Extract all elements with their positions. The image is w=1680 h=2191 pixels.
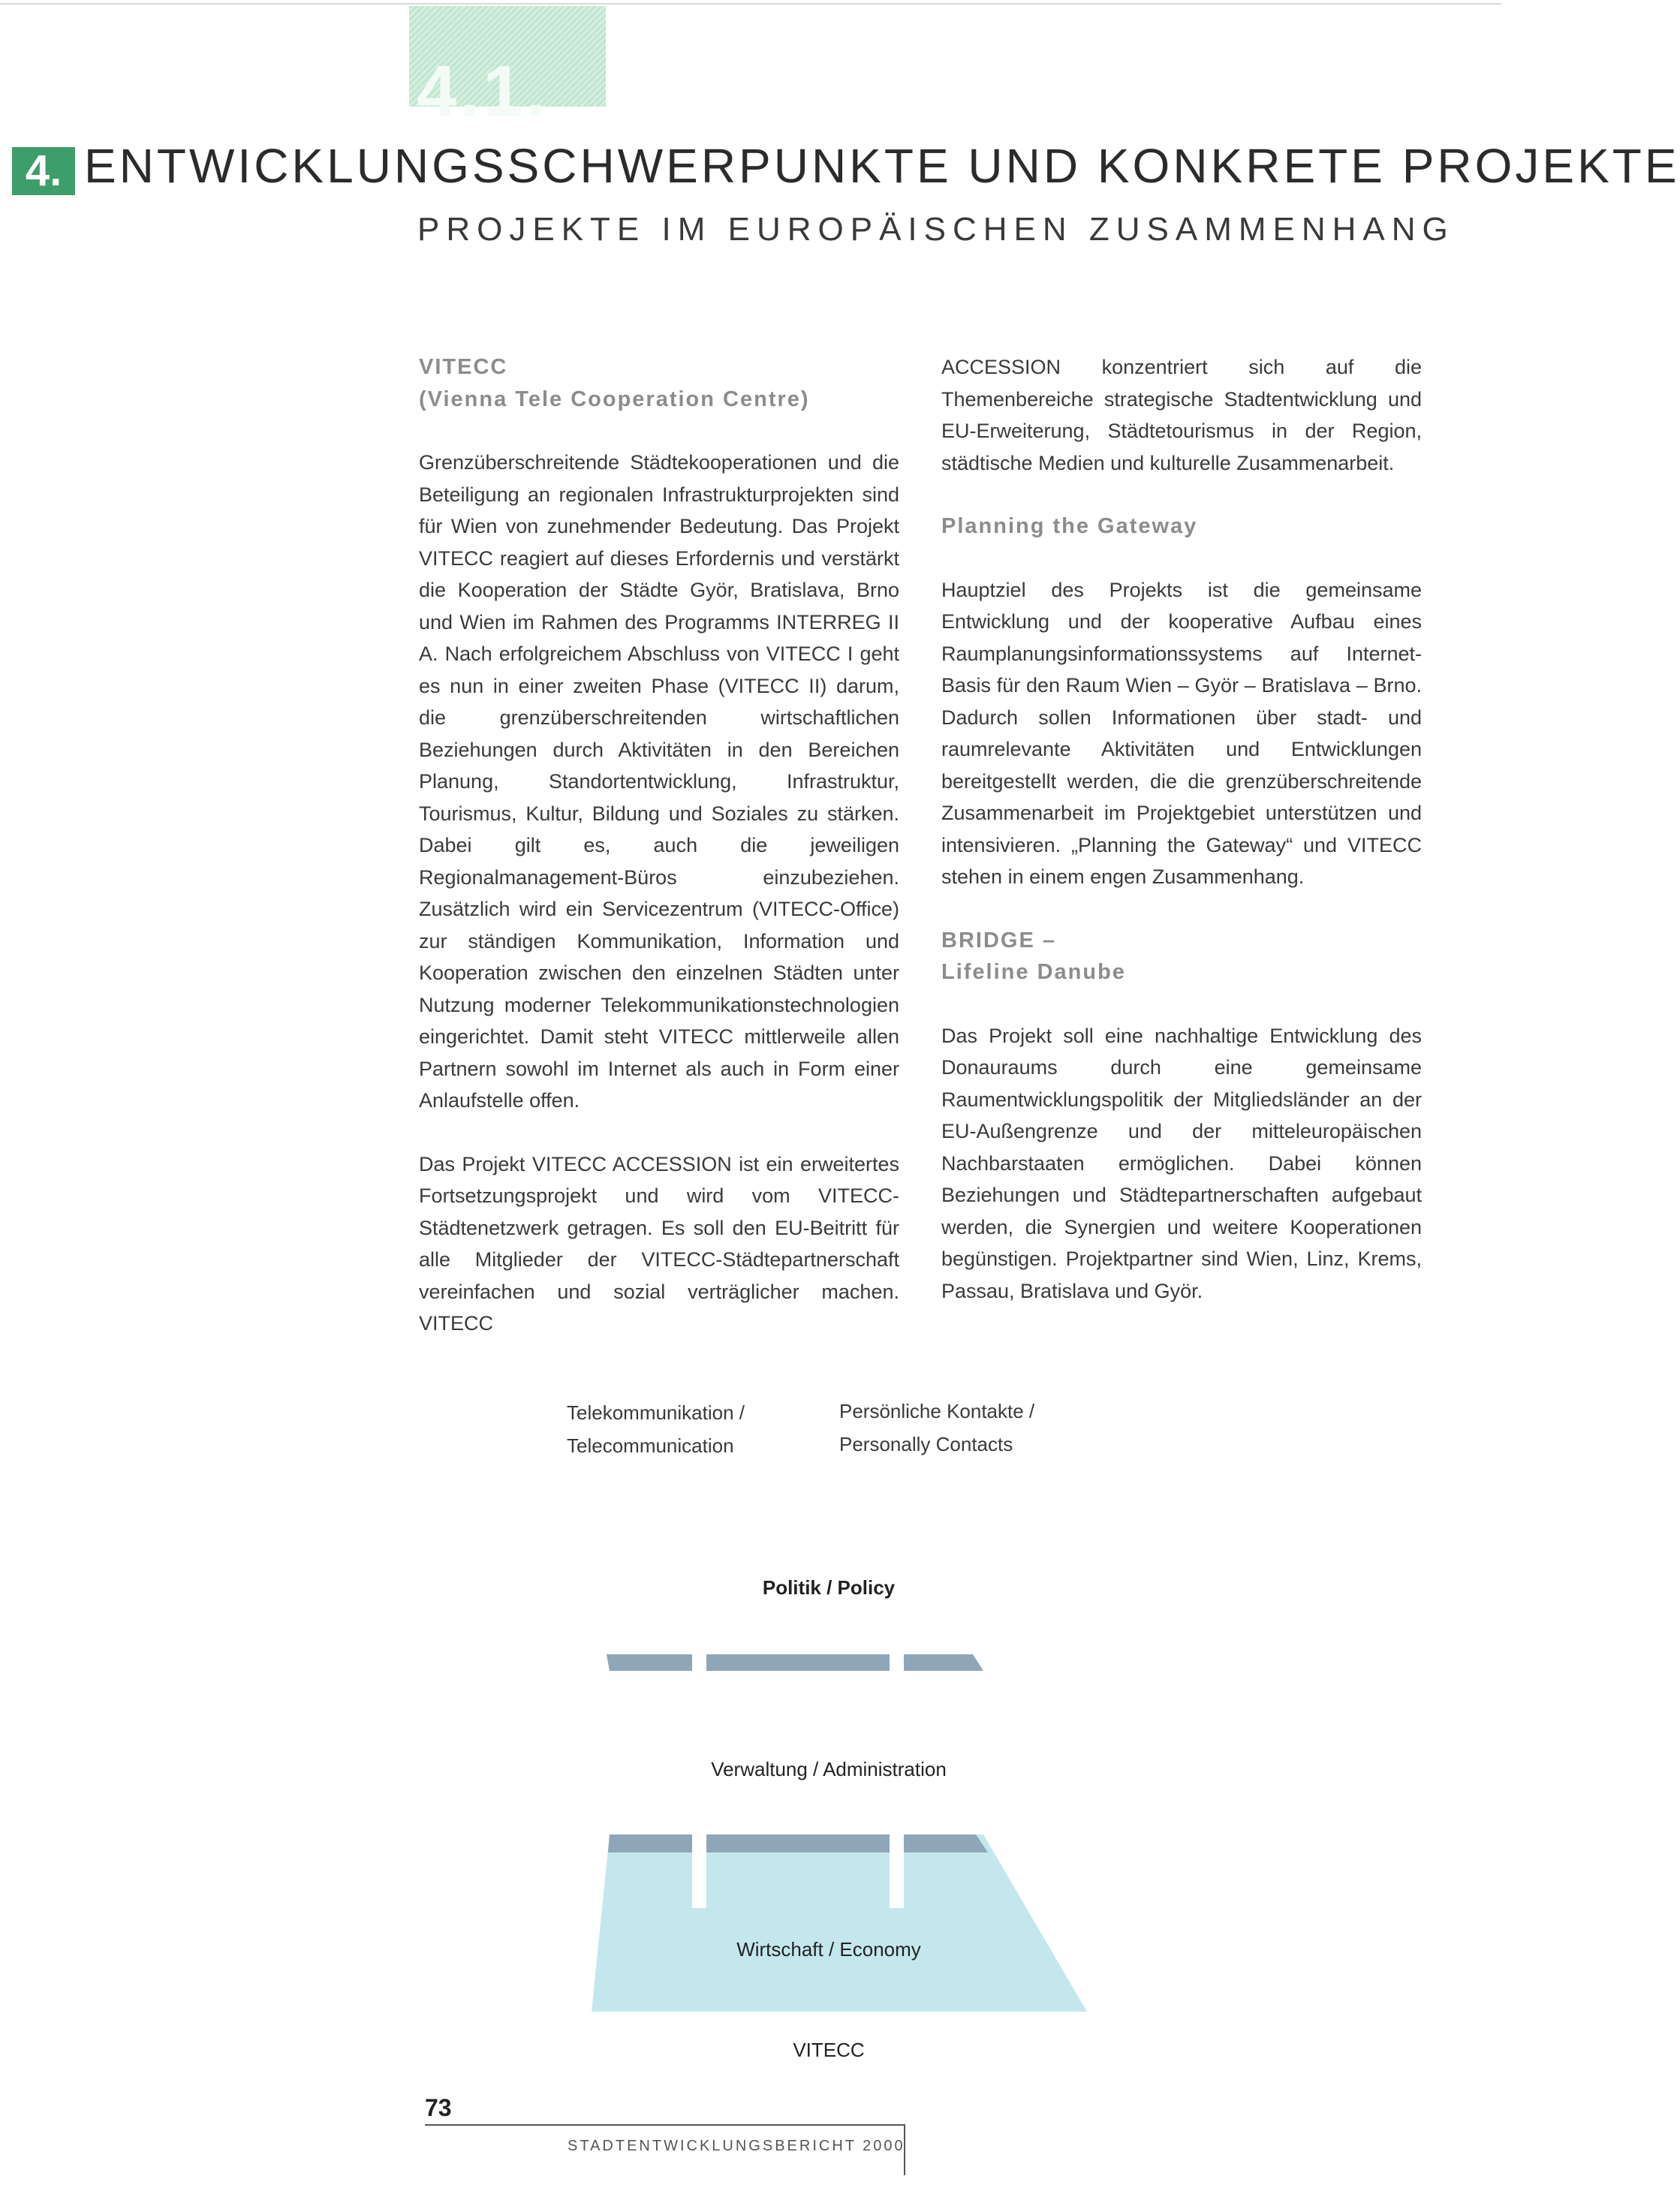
- policy-bar-left: [607, 1654, 692, 1671]
- diagram-caption: VITECC: [793, 2039, 865, 2061]
- vitecc-heading-line1: VITECC: [419, 355, 508, 379]
- economy-label: Wirtschaft / Economy: [736, 1938, 921, 1961]
- personal-contacts-label-line1: Persönliche Kontakte /: [839, 1400, 1035, 1422]
- telecommunication-label-line1: Telekommunikation /: [567, 1401, 745, 1424]
- policy-label: Politik / Policy: [762, 1576, 896, 1599]
- bridge-paragraph: Das Projekt soll eine nachhaltige Entwicklung des Donauraums durch eine gemeinsame Raumentwicklungspolitik der Mitgliedsländer an der EU-Außengrenze und der mitteleuropäischen Nachbarstaaten ermöglichen. Dabei können Beziehungen und Städtepartnerschaften aufgebaut werden, die Synergien und weitere Kooperationen begünstigen. Projektpartner sind Wien, Linz, Krems, Passau, Bratislava und Györ.: [941, 1024, 1422, 1302]
- connector-left: [692, 1834, 706, 1908]
- publication-title: STADTENTWICKLUNGSBERICHT 2000: [568, 2138, 905, 2154]
- administration-bar-right: [904, 1834, 988, 1852]
- footer-rule: [425, 2124, 905, 2126]
- administration-label: Verwaltung / Administration: [711, 1758, 947, 1780]
- personal-contacts-label-line2: Personally Contacts: [839, 1433, 1013, 1455]
- policy-bar-middle: [706, 1654, 890, 1671]
- administration-bar-middle: [706, 1834, 890, 1852]
- vitecc-heading-line2: (Vienna Tele Cooperation Centre): [419, 387, 810, 411]
- section-title: PROJEKTE IM EUROPÄISCHEN ZUSAMMENHANG: [417, 211, 1455, 248]
- connector-right: [890, 1834, 904, 1908]
- bridge-heading-line1: BRIDGE –: [941, 928, 1056, 953]
- vitecc-paragraph-2: Das Projekt VITECC ACCESSION ist ein erweitertes Fortsetzungsprojekt und wird vom VITECC-Städtenetzwerk getragen. Es soll den EU-Beitritt für alle Mitglieder der VITECC-Städtepartnerschaft vereinfachen und sozial verträglicher machen. VITECC: [419, 1152, 899, 1335]
- page-number: 73: [425, 2094, 452, 2121]
- policy-bar-right: [904, 1654, 983, 1671]
- decorative-section-number: 4.1.: [417, 51, 549, 131]
- vitecc-paragraph-1: Grenzüberschreitende Städtekooperationen und die Beteiligung an regionalen Infrastrukturprojekten sind für Wien von zunehmender Bedeutung. Das Projekt VITECC reagiert auf dieses Erfordernis und verstärkt die Kooperation der Städte Györ, Bratislava, Brno und Wien im Rahmen des Programms INTERREG II A. Nach erfolgreichem Abschluss von VITECC I geht es nun in einer zweiten Phase (VITECC II) darum, die grenzüberschreitenden wirtschaftlichen Beziehungen durch Aktivitäten in den Bereichen Planung, Standortentwicklung, Infrastruktur, Tourismus, Kultur, Bildung und Soziales zu stärken. Dabei gilt es, auch die jeweiligen Regionalmanagement-Büros einzubeziehen. Zusätzlich wird ein Servicezentrum (VITECC-Office) zur ständigen Kommunikation, Information und Kooperation zwischen den einzelnen Städten unter Nutzung moderner Telekommunikationstechnologien eingerichtet. Damit steht VITECC mittlerweile allen Partnern sowohl im Internet als auch in Form einer Anlaufstelle offen.: [419, 451, 899, 1112]
- economy-base-shape: [592, 1834, 1087, 2012]
- planning-gateway-paragraph: Hauptziel des Projekts ist die gemeinsame Entwicklung und der kooperative Aufbau eines Raumplanungsinformationssystems auf Internet-Basis für den Raum Wien – Györ – Bratislava – Brno. Dadurch sollen Informationen über stadt- und raumrelevante Aktivitäten und Entwicklungen bereitgestellt werden, die die grenzüberschreitende Zusammenarbeit im Projektgebiet unterstützen und intensivieren. „Planning the Gateway“ und VITECC stehen in einem engen Zusammenhang.: [941, 578, 1422, 888]
- bridge-heading-line2: Lifeline Danube: [941, 960, 1126, 984]
- chapter-number-badge: 4.: [12, 147, 75, 195]
- telecommunication-label-line2: Telecommunication: [567, 1434, 734, 1457]
- planning-gateway-heading: Planning the Gateway: [941, 514, 1198, 538]
- accession-paragraph: ACCESSION konzentriert sich auf die Themenbereiche strategische Stadtentwicklung und EU-Erweiterung, Städtetourismus in der Region, städtische Medien und kulturelle Zusammenarbeit.: [941, 356, 1422, 474]
- chapter-title: ENTWICKLUNGSSCHWERPUNKTE UND KONKRETE PROJEKTE: [84, 139, 1680, 193]
- administration-bar-left: [608, 1834, 692, 1852]
